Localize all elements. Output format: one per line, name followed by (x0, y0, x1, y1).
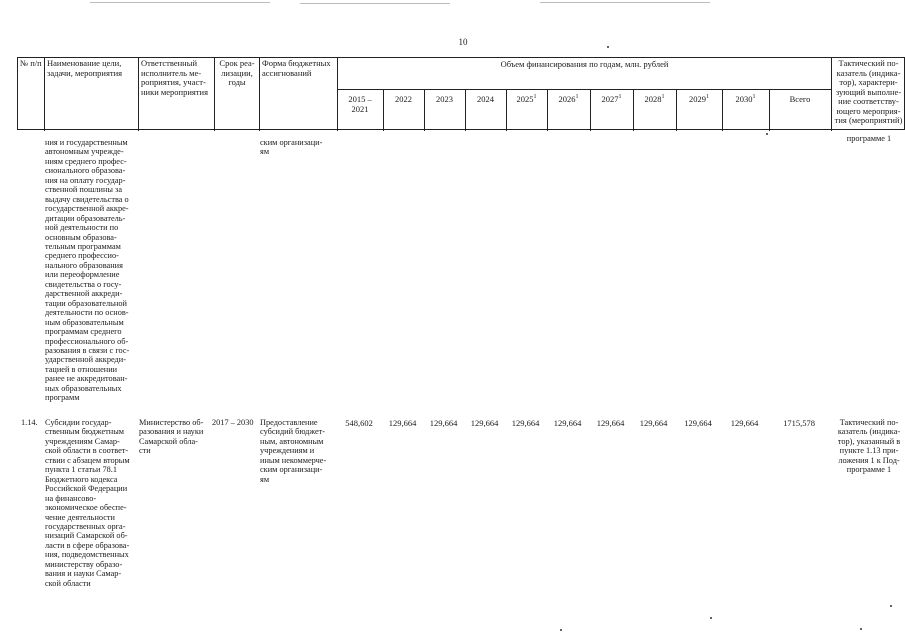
continuation-indicator: программе 1 (846, 134, 892, 143)
year-label: 2028 (644, 94, 662, 104)
row-value: 129,664 (684, 418, 712, 428)
year-label: 2023 (436, 94, 453, 104)
year-header-cell (337, 94, 383, 114)
header-num: № п/п (20, 58, 42, 68)
row-term: 2017 – 2030 (212, 418, 254, 427)
scan-artifact (90, 2, 270, 3)
row-value: 129,664 (639, 418, 668, 428)
scan-speck (560, 629, 562, 631)
year-header-cell (722, 94, 769, 104)
row-value: 129,664 (470, 418, 499, 428)
year-header-cell (676, 94, 722, 104)
page-number: 10 (458, 37, 468, 47)
scan-speck (860, 628, 862, 630)
year-header-cell (424, 94, 465, 104)
year-footnote-mark: 1 (661, 94, 665, 100)
year-label: 2030 (735, 94, 753, 104)
row-indicator: Тактический по- казатель (индика- тор), указанный в пункте 1.13 при- ложения 1 к Под- программе 1 (837, 418, 901, 475)
row-value: 129,664 (553, 418, 582, 428)
header-indicator: Тактический по-казатель (индика-тор), характери-зующий выполне-ние соответству-ющего мероприя-тия (мероприятий) (834, 58, 903, 125)
year-header-cell (383, 94, 424, 104)
year-header-cell (547, 94, 590, 104)
year-header-cell (506, 94, 547, 104)
year-label: 2022 (395, 94, 412, 104)
row-value: 129,664 (511, 418, 540, 428)
continuation-name: ния и государственным автономным учрежде- ниям среднего профес- сионального образова- ния на оплату государ- ственной пошлины за выдачу свидетельства о государственной аккре- дитации образователь- ной деятельности по основным образова- тельным программам среднего профессио- нального образования или переоформление свидетельства о госу- дарственной аккреди- тации образовательной деятельности по основ- ным образовательным программам среднего профессионального об- разования в связи с гос- ударственной аккреди- тацией в отношении ранее не аккредитован- ных образовательных программ (45, 138, 130, 403)
year-label: Всего (789, 94, 811, 104)
year-header-cell (590, 94, 633, 104)
year-footnote-mark: 1 (706, 94, 709, 100)
table-header (17, 57, 905, 130)
year-footnote-mark: 1 (533, 94, 537, 100)
year-label: 2029 (689, 94, 706, 104)
header-executor: Ответственный исполнитель ме-роприятия, участ-ники мероприятия (141, 58, 208, 97)
row-value: 1715,578 (783, 418, 815, 428)
row-value: 548,602 (345, 418, 373, 428)
continuation-form: ским организаци- ям (260, 138, 323, 157)
year-footnote-mark: 1 (618, 94, 622, 100)
row-executor: Министерство об- разования и науки Самарской обла- сти (139, 418, 204, 456)
year-header-cell (769, 94, 831, 104)
year-header-cell (633, 94, 676, 104)
scan-artifact (540, 2, 710, 3)
row-value: 129,664 (429, 418, 458, 428)
year-label: 2015 – 2021 (348, 94, 372, 114)
row-value: 129,664 (388, 418, 417, 428)
row-name: Субсидии государ- ственным бюджетным учреждениям Самар- ской области в соответ- ствии с абзацем вторым пункта 1 статьи 78.1 Бюджетного кодекса Российской Федерации на финансово- экономическое обеспе- чение деятельности государственных орга- низаций Самарской об- ласти в сфере образова- ния, подведомственных министерству образо- вания и науки Самар- ской области (45, 418, 130, 588)
row-form: Предоставление субсидий бюджет- ным, автономным учреждениям и иным некоммерче- ским организаци- ям (260, 418, 327, 484)
year-footnote-mark: 1 (752, 94, 756, 100)
row-value: 129,664 (730, 418, 759, 428)
year-label: 2025 (516, 94, 534, 104)
scan-speck (766, 133, 768, 135)
year-footnote-mark: 1 (575, 94, 579, 100)
row-divider (337, 89, 831, 90)
header-form: Форма бюджетных ассигнований (262, 58, 331, 78)
header-volume: Объем финансирования по годам, млн. рублей (500, 59, 669, 69)
year-label: 2026 (558, 94, 576, 104)
scan-speck (607, 46, 609, 48)
row-value: 129,664 (596, 418, 625, 428)
scan-speck (890, 605, 892, 607)
year-label: 2024 (477, 94, 494, 104)
scan-artifact (300, 3, 450, 4)
year-label: 2027 (601, 94, 619, 104)
row-number: 1.14. (21, 418, 38, 427)
year-header-cell (465, 94, 506, 104)
header-name: Наименование цели, задачи, мероприятия (47, 58, 123, 78)
scan-speck (710, 617, 712, 619)
header-term: Срок реа-лизации, годы (219, 58, 255, 87)
